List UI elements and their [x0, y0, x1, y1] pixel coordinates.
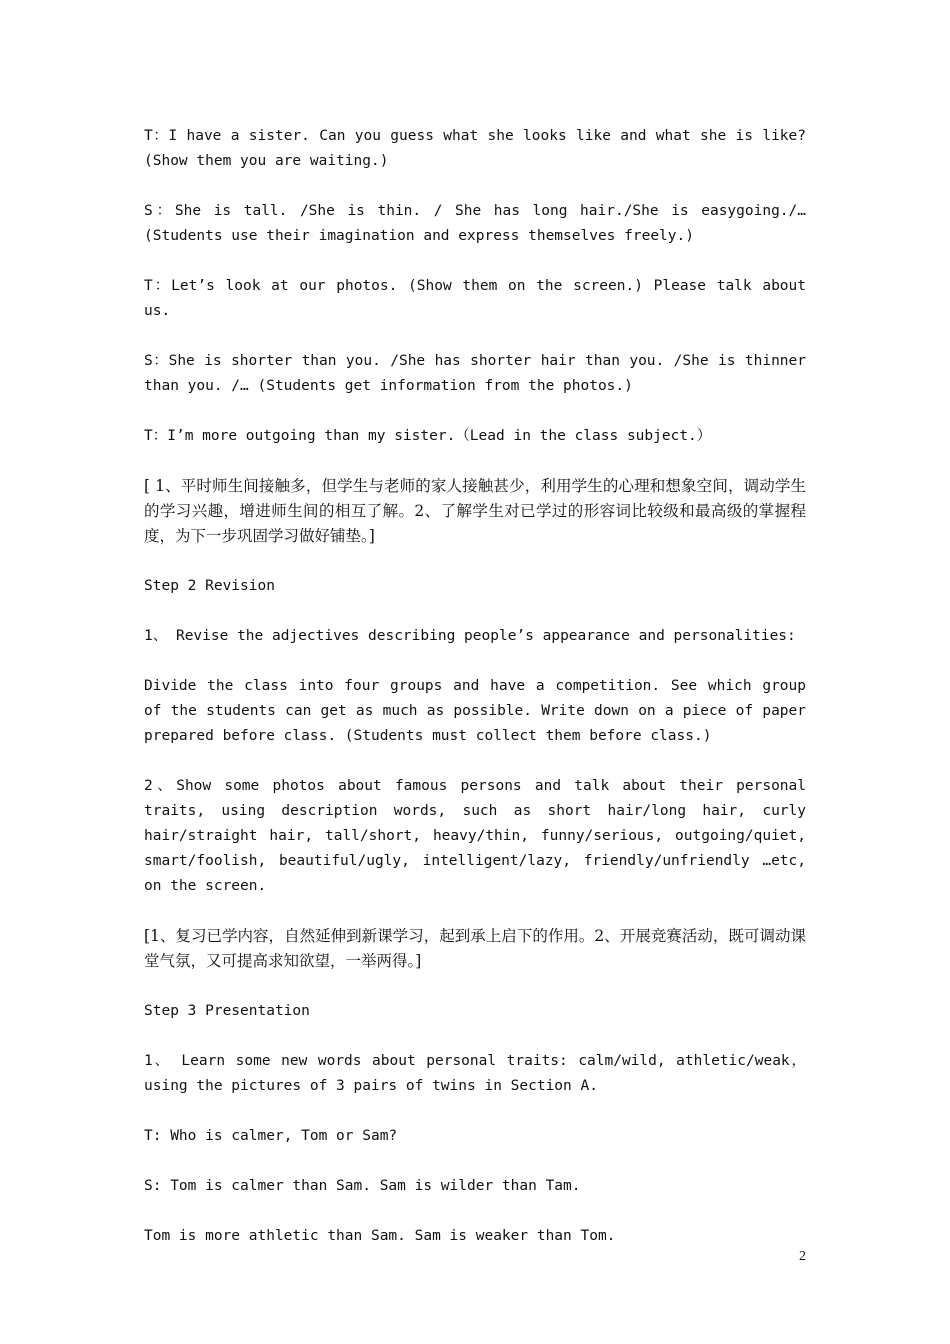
step-heading: Step 3 Presentation	[144, 1003, 310, 1019]
page-number: 2	[799, 1249, 806, 1264]
dialogue-line: S：She is shorter than you. /She has shorter hair than you. /She is thinner than you. /… (Students get information from the photos.)	[144, 353, 806, 394]
instruction-item: 2、Show some photos about famous persons and talk about their personal traits, using description words, such as short hair/long hair, curly hair/straight hair, tall/short, heavy/thin, funny/serious, outgoing/quiet, smart/foolish, beautiful/ugly, intelligent/lazy, friendly/unfriendly …etc, on the screen.	[144, 778, 806, 894]
instruction-paragraph: Divide the class into four groups and have a competition. See which group of the students can get as much as possible. Write down on a piece of paper prepared before class. (Students must collect them before class.)	[144, 678, 806, 744]
dialogue-line: S：She is tall. /She is thin. / She has long hair./She is easygoing./…(Students use their imagination and express themselves freely.)	[144, 203, 806, 244]
dialogue-line: T：Let’s look at our photos. (Show them on the screen.) Please talk about us.	[144, 278, 806, 319]
dialogue-line: Tom is more athletic than Sam. Sam is weaker than Tom.	[144, 1228, 616, 1244]
teaching-note: [ 1、平时师生间接触多，但学生与老师的家人接触甚少，利用学生的心理和想象空间，调动学生的学习兴趣，增进师生间的相互了解。2、了解学生对已学过的形容词比较级和最高级的掌握程度，为下一步巩固学习做好铺垫。]	[144, 477, 806, 545]
dialogue-line: T: Who is calmer, Tom or Sam?	[144, 1128, 398, 1144]
teaching-note: [1、复习已学内容，自然延伸到新课学习，起到承上启下的作用。2、开展竞赛活动，既可调动课堂气氛，又可提高求知欲望，一举两得。]	[144, 927, 806, 970]
instruction-item: 1、 Revise the adjectives describing people’s appearance and personalities:	[144, 628, 796, 644]
instruction-item: 1、 Learn some new words about personal traits: calm/wild, athletic/weak，using the pictures of 3 pairs of twins in Section A.	[144, 1053, 806, 1094]
dialogue-line: S: Tom is calmer than Sam. Sam is wilder than Tam.	[144, 1178, 581, 1194]
document-body	[144, 124, 806, 1274]
step-heading: Step 2 Revision	[144, 578, 275, 594]
dialogue-line: T：I’m more outgoing than my sister.（Lead in the class subject.）	[144, 428, 712, 444]
dialogue-line: T：I have a sister. Can you guess what she looks like and what she is like?(Show them you are waiting.)	[144, 128, 806, 169]
